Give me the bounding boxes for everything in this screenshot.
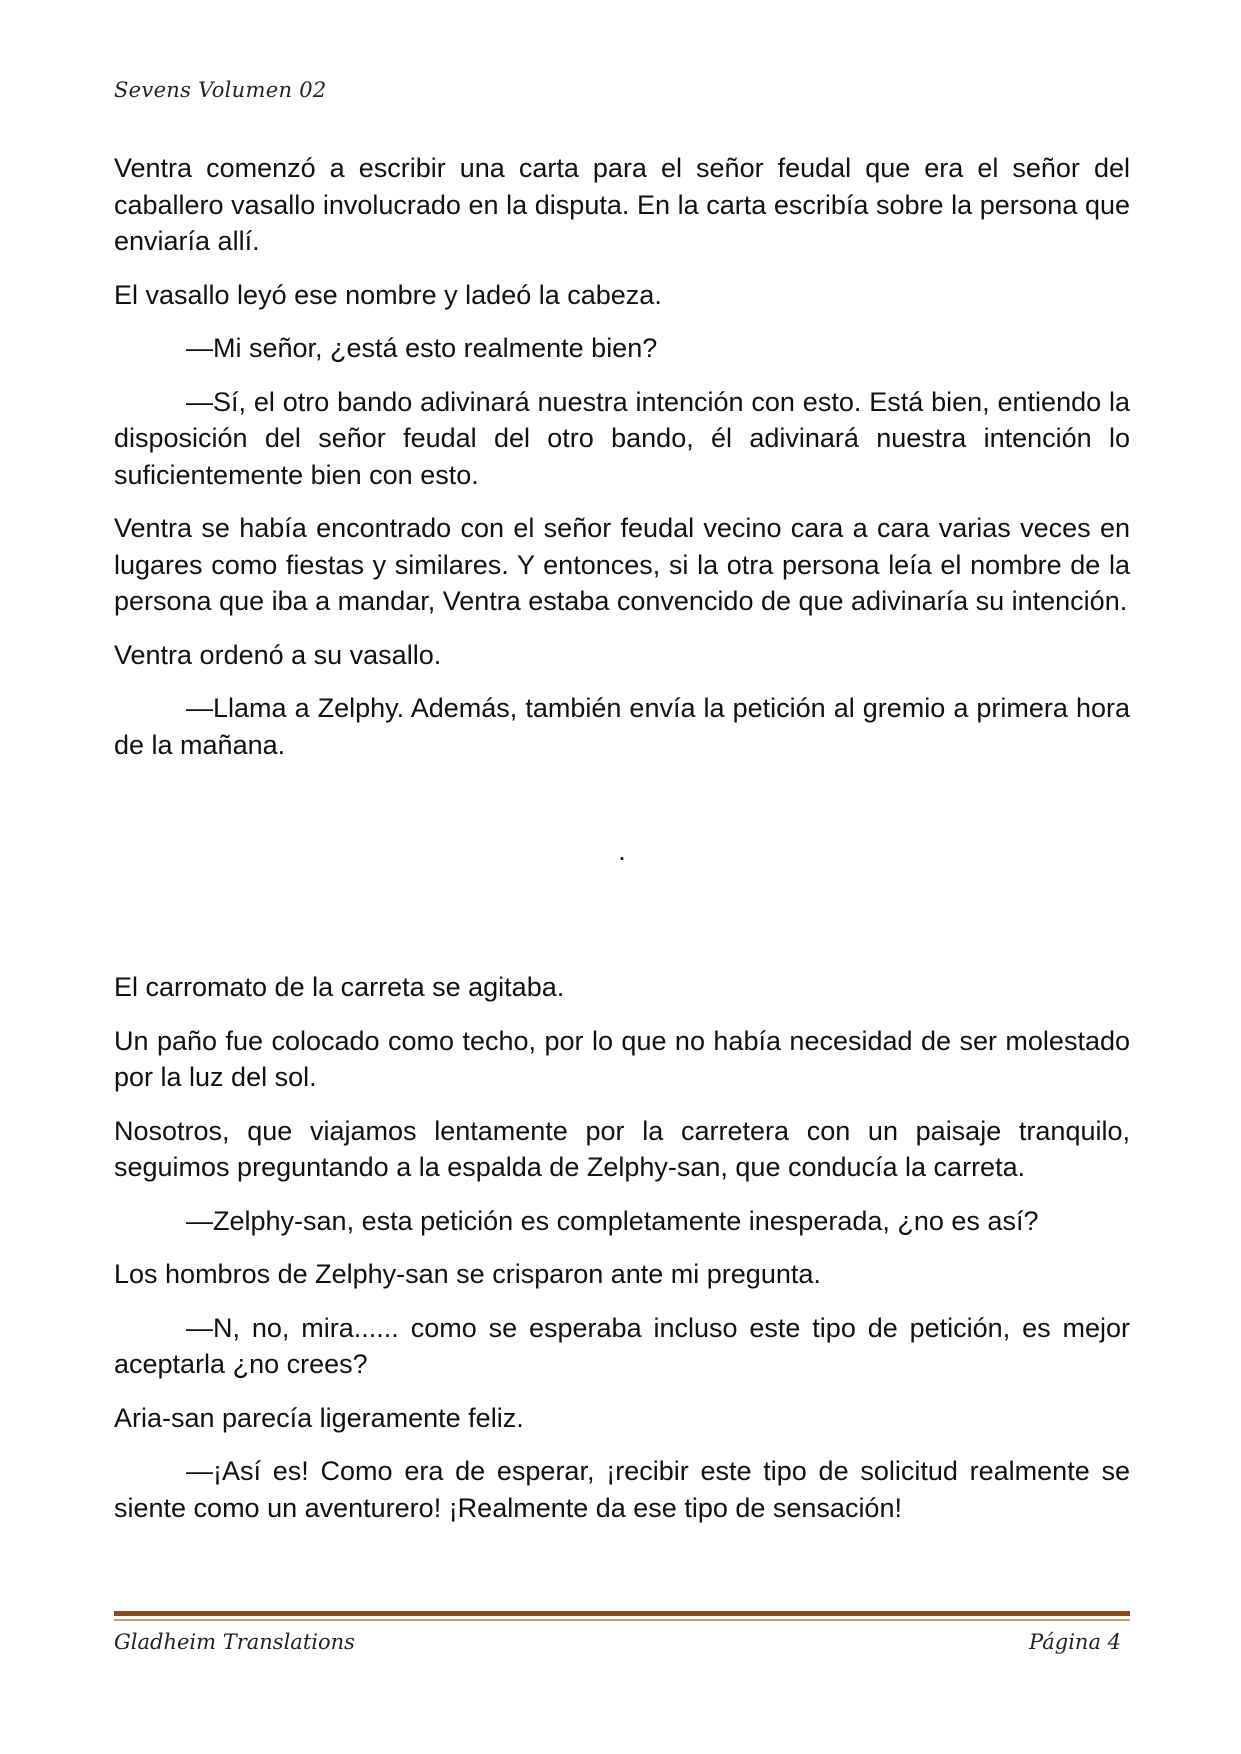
paragraph: Aria-san parecía ligeramente feliz. bbox=[114, 1402, 524, 1433]
footer-rule-thick bbox=[114, 1611, 1130, 1616]
running-header: Sevens Volumen 02 bbox=[114, 78, 327, 102]
paragraph: Ventra comenzó a escribir una carta para el señor feudal que era el señor del caballero vasallo involucrado en la disputa. En la carta escribía sobre la persona que enviaría allí. bbox=[114, 153, 1130, 256]
dialogue-line: —Zelphy-san, esta petición es completamente inesperada, ¿no es así? bbox=[186, 1205, 1039, 1236]
paragraph: Ventra ordenó a su vasallo. bbox=[114, 639, 442, 670]
footer-rule-thin bbox=[114, 1619, 1130, 1621]
dialogue-line: —N, no, mira...... como se esperaba incluso este tipo de petición, es mejor aceptarla ¿no crees? bbox=[114, 1312, 1130, 1379]
paragraph: Ventra se había encontrado con el señor feudal vecino cara a cara varias veces en lugares como fiestas y similares. Y entonces, si la otra persona leía el nombre de la persona que iba a mandar, Ventra estaba convencido de que adivinaría su intención. bbox=[114, 513, 1130, 616]
dialogue-line: —Mi señor, ¿está esto realmente bien? bbox=[186, 333, 658, 363]
footer-page-number: Página 4 bbox=[1029, 1630, 1121, 1654]
page-body bbox=[114, 150, 1130, 1543]
paragraph: El vasallo leyó ese nombre y ladeó la cabeza. bbox=[114, 279, 662, 310]
footer-publisher: Gladheim Translations bbox=[114, 1630, 355, 1654]
dialogue-line: —Llama a Zelphy. Además, también envía la petición al gremio a primera hora de la mañana. bbox=[114, 693, 1130, 760]
paragraph: Los hombros de Zelphy-san se crisparon ante mi pregunta. bbox=[114, 1259, 821, 1289]
paragraph: Un paño fue colocado como techo, por lo que no había necesidad de ser molestado por la luz del sol. bbox=[114, 1025, 1130, 1092]
paragraph: El carromato de la carreta se agitaba. bbox=[114, 972, 565, 1002]
scene-separator: . bbox=[618, 836, 626, 866]
paragraph: Nosotros, que viajamos lentamente por la carretera con un paisaje tranquilo, seguimos preguntando a la espalda de Zelphy-san, que conducía la carreta. bbox=[114, 1115, 1130, 1182]
dialogue-line: —¡Así es! Como era de esperar, ¡recibir este tipo de solicitud realmente se siente como un aventurero! ¡Realmente da ese tipo de sensación! bbox=[114, 1456, 1130, 1523]
dialogue-line: —Sí, el otro bando adivinará nuestra intención con esto. Está bien, entiendo la disposición del señor feudal del otro bando, él adivinará nuestra intención lo suficientemente bien con esto. bbox=[114, 386, 1130, 490]
